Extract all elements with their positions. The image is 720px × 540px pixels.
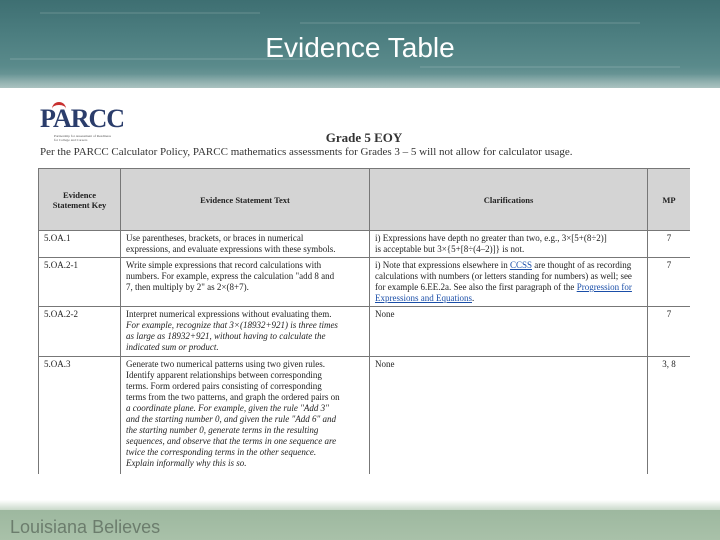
header-text: Evidence Statement Text xyxy=(121,169,370,231)
header-mp: MP xyxy=(648,169,691,231)
row-mp: 3, 8 xyxy=(648,357,691,475)
table-row xyxy=(39,357,691,475)
evidence-table xyxy=(38,168,690,474)
row-text: Interpret numerical expressions without evaluating them. For example, recognize that 3×(18932+921) is three times as large as 18932+921, without having to calculate the indicated sum or product. xyxy=(121,307,370,357)
row-key: 5.OA.2-1 xyxy=(39,258,121,307)
louisiana-believes-brand: Louisiana Believes xyxy=(10,517,161,537)
parcc-logo-subtitle: Partnership for Assessment of Readiness for College and Careers xyxy=(54,134,111,142)
row-clarifications: i) Expressions have depth no greater than two, e.g., 3×[5+(8÷2)] is acceptable but 3×{5+[8÷(4–2)]} is not. xyxy=(370,231,648,258)
row-mp: 7 xyxy=(648,231,691,258)
header-clarifications: Clarifications xyxy=(370,169,648,231)
slide-title: Evidence Table xyxy=(265,32,455,63)
row-text: Write simple expressions that record calculations with numbers. For example, express the calculation "add 8 and 7, then multiply by 2" as 2×(8+7). xyxy=(121,258,370,307)
progression-link[interactable]: Progression for Expressions and Equations xyxy=(375,282,632,303)
row-mp: 7 xyxy=(648,258,691,307)
grade-title: Grade 5 EOY xyxy=(325,130,403,145)
table-header-row xyxy=(39,169,691,231)
calculator-policy: Per the PARCC Calculator Policy, PARCC mathematics assessments for Grades 3 – 5 will not allow for calculator usage. xyxy=(40,146,573,158)
ccss-link[interactable]: CCSS xyxy=(509,260,532,270)
row-key: 5.OA.2-2 xyxy=(39,307,121,357)
row-key: 5.OA.1 xyxy=(39,231,121,258)
table-row xyxy=(39,231,691,258)
row-key: 5.OA.3 xyxy=(39,357,121,475)
table-row xyxy=(39,258,691,307)
parcc-logo-word: PARCC xyxy=(40,104,125,133)
row-mp: 7 xyxy=(648,307,691,357)
document-image xyxy=(38,100,690,474)
row-clarifications: None xyxy=(370,307,648,357)
row-text: Use parentheses, brackets, or braces in numerical expressions, and evaluate expressions with these symbols. xyxy=(121,231,370,258)
row-text: Generate two numerical patterns using two given rules. Identify apparent relationships between corresponding terms. Form ordered pairs consisting of corresponding terms from the two patterns, and graph the ordered pairs on a coordinate plane. For example, given the rule "Add 3" and the starting number 0, and given the rule "Add 6" and the starting number 0, generate terms in the resulting sequences, and observe that the terms in one sequence are twice the corresponding terms in the other sequence. Explain informally why this is so. xyxy=(121,357,370,475)
header-key: Evidence Statement Key xyxy=(39,169,121,231)
row-clarifications: i) Note that expressions elsewhere in CCSS are thought of as recording calculations with numbers (or letters standing for numbers) as well; see for example 6.EE.2a. See also the first paragraph of the Progression for Expressions and Equations. xyxy=(370,258,648,307)
row-clarifications: None xyxy=(370,357,648,475)
logo-arc-icon xyxy=(52,102,66,110)
table-row xyxy=(39,307,691,357)
